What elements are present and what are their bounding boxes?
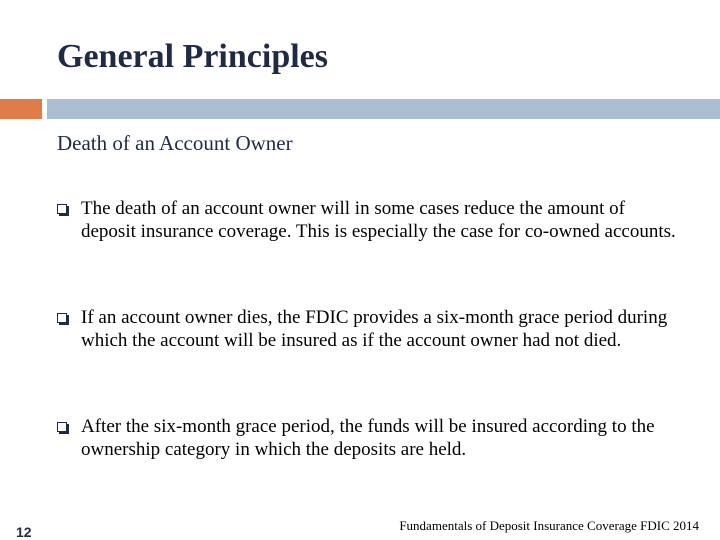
slide-number: 12: [16, 524, 32, 540]
bullet-text: If an account owner dies, the FDIC provides a six-month grace period during which the account will be insured as if the account owner had not died.: [81, 307, 668, 351]
slide-subtitle: Death of an Account Owner: [57, 131, 293, 155]
slide-title: General Principles: [57, 38, 329, 75]
checkbox-bullet-icon: [57, 422, 67, 432]
title-accent-bar: [0, 99, 42, 119]
checkbox-bullet-icon: [57, 313, 67, 323]
footer-text: Fundamentals of Deposit Insurance Coverage FDIC 2014: [399, 518, 699, 533]
bullet-text: The death of an account owner will in some cases reduce the amount of deposit insurance coverage. This is especially the case for co-owned accounts.: [81, 198, 676, 242]
title-rule-bar: [47, 99, 720, 119]
bullet-text: After the six-month grace period, the funds will be insured according to the ownership category in which the deposits are held.: [81, 416, 655, 460]
checkbox-bullet-icon: [57, 204, 67, 214]
